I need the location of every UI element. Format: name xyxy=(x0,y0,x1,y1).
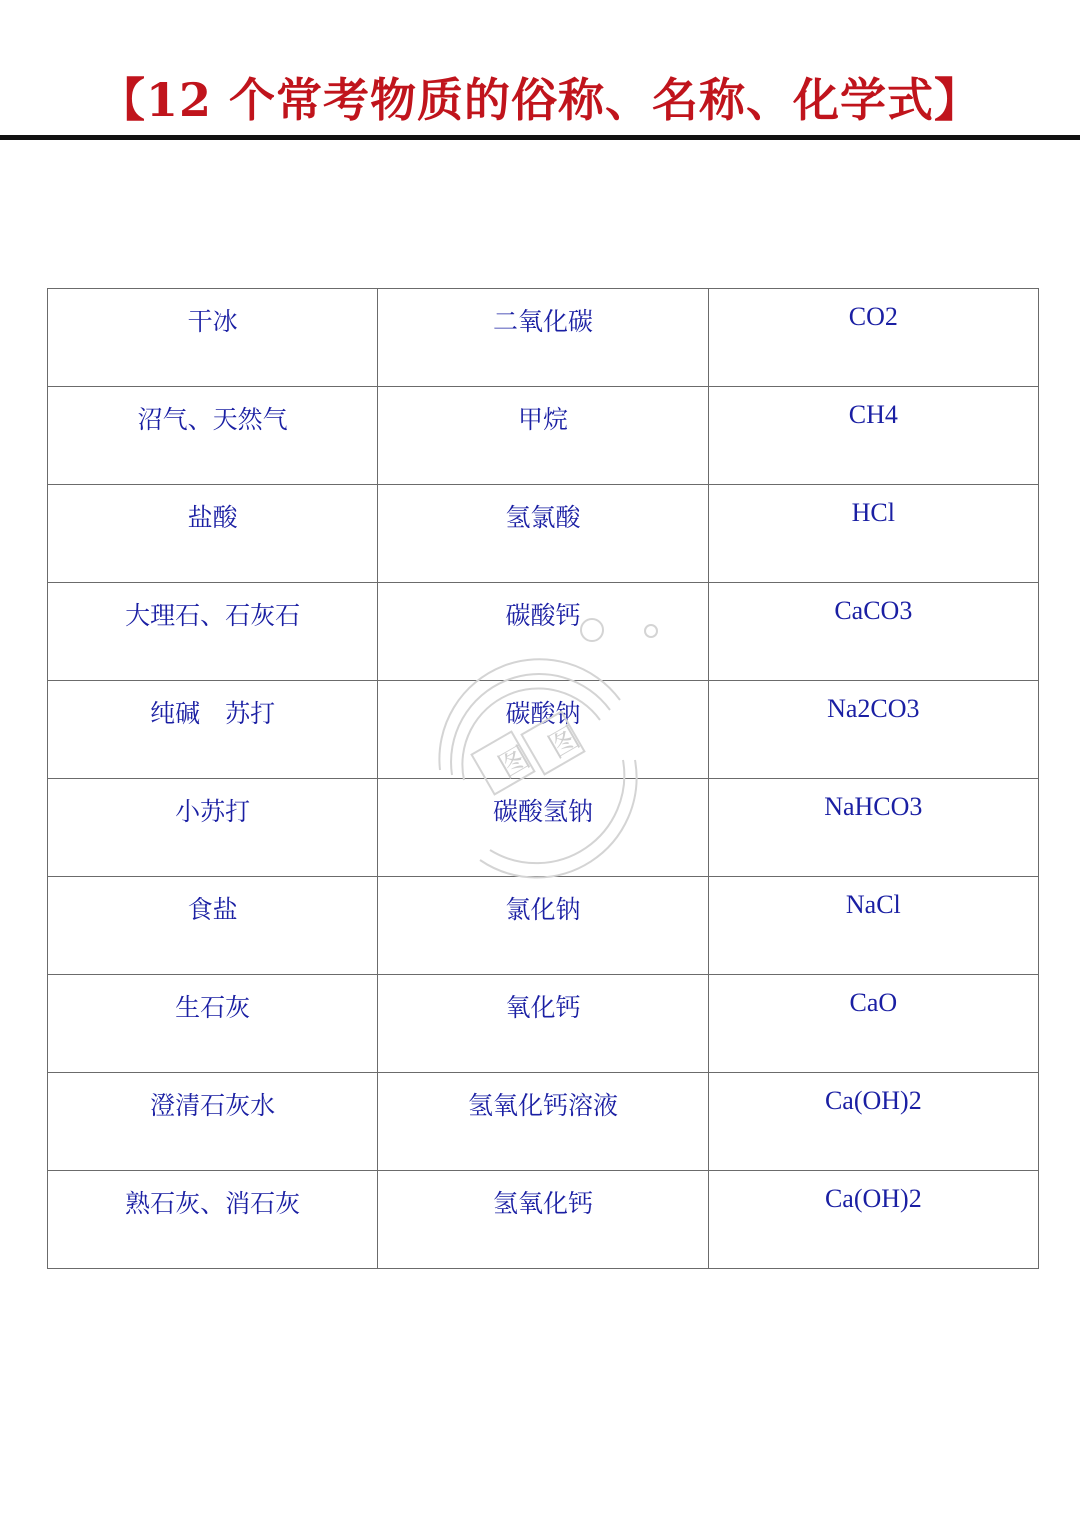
page-title: 【12 个常考物质的俗称、名称、化学式】 xyxy=(98,73,982,127)
chemical-name-cell: 氢氧化钙溶液 xyxy=(378,1073,708,1171)
table-row xyxy=(48,877,1039,975)
formula-cell: CO2 xyxy=(708,289,1038,387)
table-row xyxy=(48,289,1039,387)
chemical-name-cell: 碳酸氢钠 xyxy=(378,779,708,877)
watermark-glyph: 图 xyxy=(492,740,537,786)
formula-cell: Na2CO3 xyxy=(708,681,1038,779)
common-name-cell: 沼气、天然气 xyxy=(48,387,378,485)
formula-cell: NaCl xyxy=(708,877,1038,975)
formula-cell: CaO xyxy=(708,975,1038,1073)
chemical-name-cell: 氯化钠 xyxy=(378,877,708,975)
formula-cell: Ca(OH)2 xyxy=(708,1073,1038,1171)
chemical-name-cell: 碳酸钠 xyxy=(378,681,708,779)
table-row xyxy=(48,485,1039,583)
chemical-name-cell: 氢氧化钙 xyxy=(378,1171,708,1269)
table-row xyxy=(48,1171,1039,1269)
chemical-name-cell: 氧化钙 xyxy=(378,975,708,1073)
chemical-name-cell: 氢氯酸 xyxy=(378,485,708,583)
watermark-glyph: 图 xyxy=(542,720,587,766)
common-name-cell: 熟石灰、消石灰 xyxy=(48,1171,378,1269)
chemical-name-cell: 甲烷 xyxy=(378,387,708,485)
common-name-cell: 干冰 xyxy=(48,289,378,387)
common-name-cell: 大理石、石灰石 xyxy=(48,583,378,681)
common-name-cell: 纯碱 苏打 xyxy=(48,681,378,779)
formula-cell: CaCO3 xyxy=(708,583,1038,681)
common-name-cell: 盐酸 xyxy=(48,485,378,583)
substance-table xyxy=(47,288,1039,1269)
formula-cell: CH4 xyxy=(708,387,1038,485)
table-row xyxy=(48,681,1039,779)
title-divider xyxy=(0,135,1080,140)
formula-cell: NaHCO3 xyxy=(708,779,1038,877)
table-row xyxy=(48,975,1039,1073)
chemical-name-cell: 二氧化碳 xyxy=(378,289,708,387)
formula-cell: Ca(OH)2 xyxy=(708,1171,1038,1269)
substance-table-body xyxy=(48,289,1039,1269)
common-name-cell: 澄清石灰水 xyxy=(48,1073,378,1171)
table-row xyxy=(48,583,1039,681)
table-row xyxy=(48,779,1039,877)
common-name-cell: 食盐 xyxy=(48,877,378,975)
table-row xyxy=(48,1073,1039,1171)
common-name-cell: 小苏打 xyxy=(48,779,378,877)
table-row xyxy=(48,387,1039,485)
chemical-name-cell: 碳酸钙 xyxy=(378,583,708,681)
formula-cell: HCl xyxy=(708,485,1038,583)
common-name-cell: 生石灰 xyxy=(48,975,378,1073)
